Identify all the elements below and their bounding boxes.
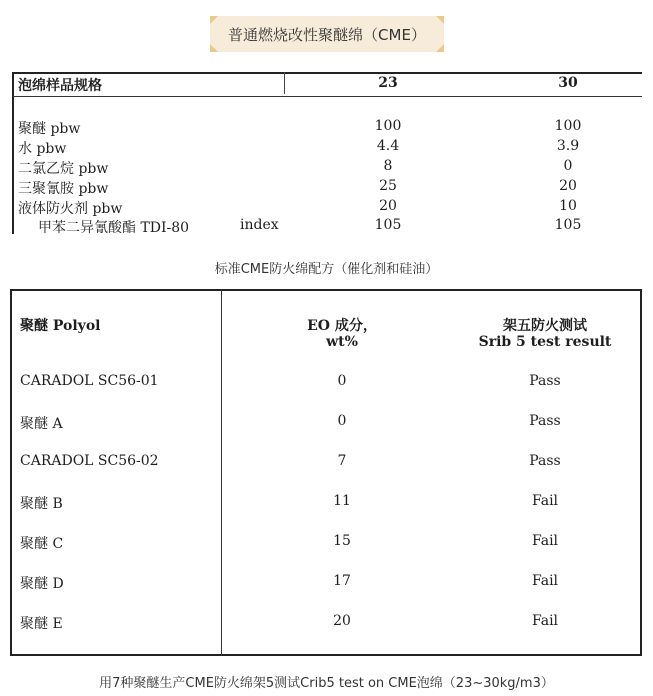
row-label: 水 pbw [18,141,67,157]
header-crib-test-en: Srib 5 test result [478,334,612,350]
value-23: 105 [374,217,402,233]
row-label: 液体防火剂 pbw [18,201,123,217]
banner-corner-ornament [210,44,218,52]
value-30: 0 [563,158,573,174]
formulation-table [12,72,642,234]
header-polyol: 聚醚 Polyol [20,318,101,334]
value-30: 3.9 [556,138,580,154]
polyol-name: CARADOL SC56-01 [20,373,159,389]
table-row [18,138,638,158]
table-row [10,533,642,555]
test-result: Fail [531,613,559,629]
row-label: 三聚氰胺 pbw [18,181,109,197]
banner-corner-ornament [436,16,444,24]
table-row [18,158,638,178]
title-banner [210,16,444,52]
table-row [18,178,638,198]
row-label: 聚醚 pbw [18,121,81,137]
polyol-name: 聚醚 A [20,416,63,432]
row-label: 甲苯二异氰酸酯 TDI-80 [38,220,190,236]
page-title: 普通燃烧改性聚醚绵（CME） [228,25,426,44]
header-col-30: 30 [558,75,578,91]
header-col-23: 23 [378,75,398,91]
header-eo-content: EO 成分， [307,318,377,334]
row-label: 二氯乙烷 pbw [18,161,109,177]
eo-value: 0 [337,373,347,389]
polyol-name: 聚醚 D [20,576,64,592]
eo-value: 20 [333,613,351,629]
value-30: 10 [559,198,577,214]
polyol-name: 聚醚 B [20,496,63,512]
header-sample-spec: 泡绵样品规格 [18,78,102,94]
test-result: Pass [529,413,561,429]
crib5-results-table [10,289,642,656]
table-row [10,613,642,635]
test-result: Pass [529,373,561,389]
value-30: 100 [554,118,582,134]
banner-corner-ornament [210,16,218,24]
test-result: Pass [529,453,561,469]
value-23: 8 [383,158,393,174]
eo-value: 17 [333,573,351,589]
header-eo-unit: wt% [326,334,358,350]
table-row [10,493,642,515]
table-row [10,413,642,435]
table-row [18,118,638,138]
polyol-name: 聚醚 C [20,536,64,552]
eo-value: 11 [333,493,351,509]
value-23: 20 [379,198,397,214]
formulation-caption: 标准CME防火绵配方（催化剂和硅油） [214,262,439,277]
table-row [18,198,638,218]
eo-value: 15 [333,533,351,549]
table-row [10,573,642,595]
table-row [10,373,642,395]
test-result: Fail [531,533,559,549]
test-result: Fail [531,493,559,509]
table-row [18,217,638,237]
results-caption: 用7种聚醚生产CME防火绵架5测试Crib5 test on CME泡绵（23~30kg/m3） [99,676,554,691]
header-divider [12,96,642,97]
value-23: 100 [374,118,402,134]
banner-corner-ornament [436,44,444,52]
polyol-name: 聚醚 E [20,616,63,632]
eo-value: 0 [337,413,347,429]
test-result: Fail [531,573,559,589]
column-divider [284,72,285,94]
value-23: 25 [379,178,397,194]
value-30: 20 [559,178,577,194]
value-30: 105 [554,217,582,233]
row-label-index: index [240,217,279,233]
table-row [10,453,642,475]
polyol-name: CARADOL SC56-02 [20,453,159,469]
header-crib-test: 架五防火测试 [503,318,587,334]
value-23: 4.4 [376,138,400,154]
eo-value: 7 [337,453,347,469]
